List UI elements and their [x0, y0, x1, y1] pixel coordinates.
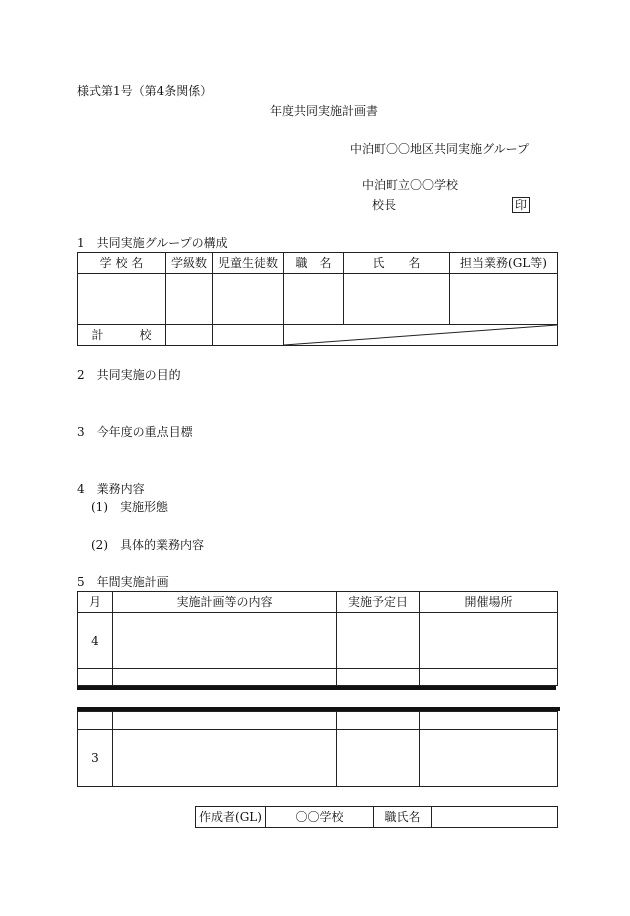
section5-heading: 5 年間実施計画: [77, 575, 169, 589]
principal-label: 校長: [372, 198, 397, 212]
composition-body-row: [78, 274, 558, 325]
section4-heading: 4 業務内容: [77, 482, 145, 496]
col-class-count: 学級数: [166, 253, 213, 274]
composition-table: [77, 252, 558, 346]
form-label: 様式第1号（第4条関係）: [77, 84, 213, 98]
col-scheduled-date: 実施予定日: [337, 592, 420, 613]
author-name-label: 職氏名: [374, 807, 432, 828]
break-line-top: [77, 686, 556, 690]
seal-icon: [512, 197, 530, 213]
composition-total-row: [78, 325, 558, 346]
seal-char: 印: [512, 197, 530, 213]
month-cell: 3: [78, 730, 113, 787]
col-duty: 担当業務(GL等): [450, 253, 558, 274]
author-school: 〇〇学校: [266, 807, 374, 828]
col-month: 月: [78, 592, 113, 613]
author-name-field[interactable]: [432, 807, 558, 828]
plan-row-first: [78, 613, 558, 669]
plan-row-last: [78, 730, 558, 787]
plan-header-row: [78, 592, 558, 613]
col-person-name: 氏 名: [344, 253, 450, 274]
plan-row-partial: [78, 669, 558, 686]
composition-header-row: [78, 253, 558, 274]
section1-heading: 1 共同実施グループの構成: [77, 236, 228, 250]
diagonal-line: [284, 325, 557, 345]
col-student-count: 児童生徒数: [213, 253, 284, 274]
document-title: 年度共同実施計画書: [270, 104, 379, 118]
group-name: 中泊町〇〇地区共同実施グループ: [350, 142, 530, 156]
col-position: 職 名: [284, 253, 344, 274]
total-label: 計 校: [78, 325, 166, 346]
annual-plan-table-bottom: [77, 711, 558, 787]
author-label: 作成者(GL): [196, 807, 266, 828]
col-school-name: 学 校 名: [78, 253, 166, 274]
school-name: 中泊町立〇〇学校: [362, 178, 459, 192]
section4-item1: (1) 実施形態: [91, 500, 168, 514]
annual-plan-table-top: [77, 591, 558, 686]
author-row: [196, 807, 558, 828]
author-table: [195, 806, 558, 828]
section3-heading: 3 今年度の重点目標: [77, 425, 193, 439]
month-cell: 4: [78, 613, 113, 669]
col-plan-content: 実施計画等の内容: [113, 592, 337, 613]
plan-row-partial: [78, 712, 558, 730]
total-blank-cell: [284, 325, 558, 346]
col-venue: 開催場所: [420, 592, 558, 613]
section2-heading: 2 共同実施の目的: [77, 368, 181, 382]
section4-item2: (2) 具体的業務内容: [91, 538, 204, 552]
